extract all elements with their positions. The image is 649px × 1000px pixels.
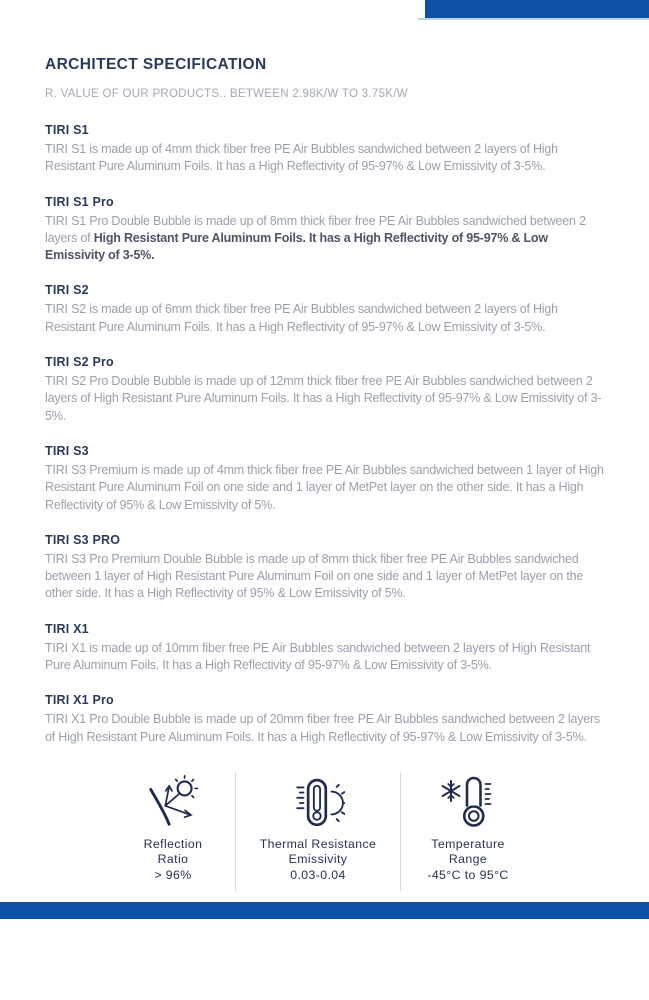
feature-value: > 96% xyxy=(154,867,192,882)
section-body: TIRI S3 Pro Premium Double Bubble is made up of 8mm thick fiber free PE Air Bubbles sandwiched between 1 layer of High Resistant Pure Aluminum Foil on one side and 1 layer of MetPet layer on the other side. It has a High Reflectivity of 95% & Low Emissivity of 5%. xyxy=(45,551,584,601)
feature-thermal-resistance xyxy=(235,772,401,892)
section-body: TIRI S3 Premium is made up of 4mm thick fiber free PE Air Bubbles sandwiched between 1 layer of High Resistant Pure Aluminum Foil on one side and 1 layer of MetPet layer on the other side. It has a High Reflectivity of 95% & Low Emissivity of 5%. xyxy=(45,462,604,512)
feature-label-line: Temperature xyxy=(431,836,505,851)
feature-label-line: Ratio xyxy=(157,852,189,867)
section-body: TIRI S2 Pro Double Bubble is made up of 12mm thick fiber free PE Air Bubbles sandwiched between 2 layers of High Resistant Pure Aluminum Foils. It has a High Reflectivity of 95-97% & Low Emissivity of 3-5%. xyxy=(45,374,602,423)
product-sections xyxy=(45,123,608,746)
feature-label-line: Range xyxy=(448,852,488,867)
section-body: TIRI X1 is made up of 10mm fiber free PE Air Bubbles sandwiched between 2 layers of High Resistant Pure Aluminum Foils. It has a High Reflectivity of 95-97% & Low Emissivity of 3-5%. xyxy=(45,640,591,673)
section-body-emphasis: High Resistant Pure Aluminum Foils. It has a High Reflectivity of 95-97% & Low Emissivity of 3-5%. xyxy=(45,230,548,263)
section-tiri-s2-pro xyxy=(45,355,608,425)
section-tiri-s1-pro xyxy=(45,195,608,265)
section-body: TIRI X1 Pro Double Bubble is made up of 20mm fiber free PE Air Bubbles sandwiched between 2 layers of High Resistant Pure Aluminum Foils. It has a High Reflectivity of 95-97% & Low Emissivity of 3-5%. xyxy=(45,712,601,744)
bottom-accent-bar xyxy=(0,902,649,919)
section-tiri-s2 xyxy=(45,283,608,336)
section-heading: TIRI S2 Pro xyxy=(45,355,114,370)
feature-label-line: Reflection xyxy=(143,836,203,851)
feature-value: 0.03-0.04 xyxy=(290,867,346,882)
section-heading: TIRI S2 xyxy=(45,283,89,298)
section-heading: TIRI S3 PRO xyxy=(45,532,121,547)
section-heading: TIRI S3 xyxy=(45,443,89,458)
section-heading: TIRI X1 xyxy=(45,621,89,636)
page-subtitle: R. VALUE OF OUR PRODUCTS.. BETWEEN 2.98K/W TO 3.75K/W xyxy=(45,88,408,100)
section-heading: TIRI X1 Pro xyxy=(45,693,114,708)
top-accent-bar xyxy=(425,0,649,18)
document-content xyxy=(45,56,608,891)
section-tiri-x1-pro xyxy=(45,693,608,746)
reflection-icon xyxy=(111,772,235,828)
temperature-range-icon xyxy=(401,772,535,828)
section-tiri-x1 xyxy=(45,622,608,675)
feature-label-line: Emissivity xyxy=(288,852,348,867)
section-body: TIRI S1 Pro Double Bubble is made up of 8mm thick fiber free PE Air Bubbles sandwiched between 2 layers of High Resistant Pure Aluminum Foils. It has a High Reflectivity of 95-97% & Low Emissivity of 3-5%. xyxy=(45,213,586,263)
section-tiri-s3-pro xyxy=(45,533,608,603)
section-tiri-s3 xyxy=(45,444,608,514)
feature-label-line: Thermal Resistance xyxy=(259,836,377,851)
thermal-resistance-icon xyxy=(236,772,400,828)
page-title: ARCHITECT SPECIFICATION xyxy=(45,56,267,73)
feature-reflection xyxy=(111,772,235,892)
feature-value: -45°C to 95°C xyxy=(427,867,509,882)
feature-temperature-range xyxy=(401,772,535,892)
section-tiri-s1 xyxy=(45,123,608,176)
section-body: TIRI S2 is made up of 6mm thick fiber free PE Air Bubbles sandwiched between 2 layers of High Resistant Pure Aluminum Foils. It has a High Reflectivity of 95-97% & Low Emissivity of 3-5%. xyxy=(45,302,558,334)
section-body: TIRI S1 is made up of 4mm thick fiber free PE Air Bubbles sandwiched between 2 layers of High Resistant Pure Aluminum Foils. It has a High Reflectivity of 95-97% & Low Emissivity of 3-5%. xyxy=(45,142,558,174)
section-heading: TIRI S1 Pro xyxy=(45,194,114,209)
feature-summary-row xyxy=(111,772,535,892)
section-heading: TIRI S1 xyxy=(45,123,89,137)
